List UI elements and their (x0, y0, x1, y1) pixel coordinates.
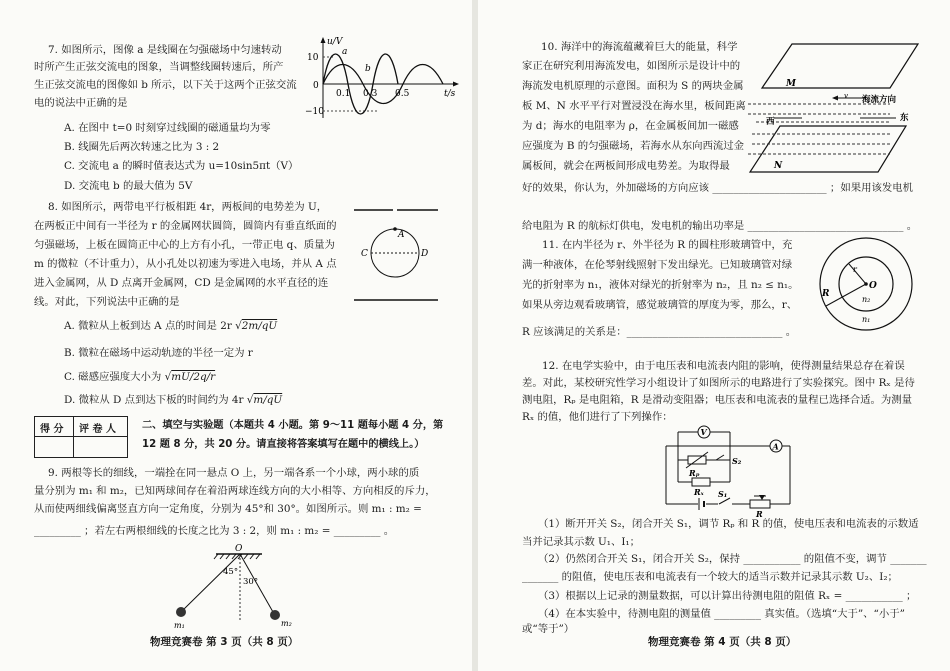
q7-option-b: B. 线圈先后两次转速之比为 3 : 2 (64, 141, 220, 153)
q11-line-1: 11. 在内半径为 r、外半径为 R 的圆柱形玻璃管中，充 (542, 239, 793, 251)
q10-line-7: 属板间，就会在两板间形成电势差。为取得最 (522, 160, 730, 172)
x-axis-label: t/s (444, 89, 456, 99)
q9-line-4: _________ ；若左右两根细线的长度之比为 3 : 2，则 m₁ : m₂ = _________ 。 (34, 525, 395, 537)
grade-box-row-divider (35, 436, 127, 437)
y-tick-neg10: −10 (305, 107, 324, 117)
q10-line-6: 应强度为 B 的匀强磁场，若海水从东向西流过金 (522, 140, 745, 152)
q12-line-2: 差。对此，某校研究性学习小组设计了如图所示的电路进行了实验探究。图中 Rₓ 是待 (522, 377, 915, 389)
o-label: O (869, 281, 877, 291)
q8-line-6: 线。对此，下列说法中正确的是 (34, 296, 180, 308)
q10-line-4: 板 M、N 水平平行对置浸没在海水里，板间距离 (522, 100, 746, 112)
q11-tube-figure (818, 236, 914, 332)
x-axis-arrow (453, 82, 459, 87)
flow-direction-label: 海流方向 (862, 95, 897, 105)
grade-box-col-divider (73, 417, 74, 457)
label-a: A (398, 230, 405, 240)
rheostat (750, 500, 770, 508)
label-n: N (774, 161, 783, 171)
n1-label: n₁ (862, 315, 871, 324)
q12-line-4: Rₓ 的值，他们进行了下列操作： (522, 411, 673, 423)
big-r-label: R (822, 289, 830, 299)
rheostat-slider-head (759, 495, 765, 500)
rp-label: Rₚ (689, 468, 700, 478)
ball-m2 (270, 610, 280, 620)
flow-arrow-head (832, 96, 838, 101)
q8-line-4: m 的微粒（不计重力），从小孔处以初速为零进入电场，并从 A 点 (34, 258, 337, 270)
q7-option-c: C. 交流电 a 的瞬时值表达式为 u=10sin5πt（V） (64, 160, 299, 172)
ceiling-hatch (214, 554, 218, 559)
section2-heading-line-2: 12 题 8 分，共 20 分。请直接将答案填写在题中的横线上。） (142, 439, 425, 450)
q11-line-2: 满一种液体，在伦琴射线照射下发出绿光。已知玻璃管对绿 (522, 259, 793, 271)
left-page-footer: 物理竞赛卷 第 3 页（共 8 页） (150, 636, 299, 648)
q12-line-3: 测电阻，Rₚ 是电阻箱，R 是滑动变阻器；电压表和电流表的量程已选择合适。为测量 (522, 394, 913, 406)
label-c: C (361, 249, 368, 259)
r-label: r (853, 265, 857, 274)
left-page (0, 0, 472, 671)
q9-figure (160, 540, 310, 632)
rx-label: Rₓ (694, 487, 704, 497)
q8-option-c-text: C. 磁感应强度大小为 (64, 371, 162, 383)
label-m: M (786, 79, 796, 89)
q8-option-b: B. 微粒在磁场中运动轨迹的半径一定为 r (64, 347, 253, 359)
right-page (478, 0, 950, 671)
q7-line-1: 7. 如图所示，图像 a 是线圈在匀强磁场中匀速转动 (48, 44, 282, 56)
y-axis-arrow (321, 37, 326, 43)
m1-label: m₁ (174, 621, 185, 630)
y-axis-label: u/V (327, 37, 343, 47)
q8-option-d: D. 微粒从 D 点到达下板的时间约为 4r √m/qU (64, 394, 283, 406)
ammeter-label: A (772, 441, 779, 452)
q7-line-3: 生正弦交流电的图像如 b 所示，以下关于这两个正弦交流 (34, 79, 297, 91)
n2-label: n₂ (862, 295, 871, 304)
q12-step2-line-2: _______ 的阻值，使电压表和电流表有一个较大的适当示数并记录其示数 U₂、I₂； (522, 571, 898, 583)
q10-line-3: 海流发电机原理的示意图。面积为 S 的两块金属 (522, 80, 744, 92)
ceiling-hatch (250, 554, 254, 559)
q8-option-d-radicand: m/qU (253, 394, 283, 406)
q8-line-1: 8. 如图所示，两带电平行板相距 4r，两板间的电势差为 U， (48, 201, 328, 213)
right-page-footer: 物理竞赛卷 第 4 页（共 8 页） (648, 636, 797, 648)
q12-circuit (658, 424, 794, 518)
q12-step1-line-2: 当并记录其示数 U₁、I₁； (522, 536, 641, 548)
q8-option-d-text: D. 微粒从 D 点到达下板的时间约为 4r (64, 394, 244, 406)
q9-line-2: 量分别为 m₁ 和 m₂，已知两球间存在着沿两球连线方向的大小相等、方向相反的斥力， (34, 485, 436, 497)
x-tick-0.5: 0.5 (395, 89, 410, 99)
q8-line-3: 匀强磁场，上板在圆筒正中心的上方有小孔，一带正电 q、质量为 (34, 239, 335, 251)
q10-line-2: 家正在研究利用海流发电，如图所示是设计中的 (522, 60, 741, 72)
section2-heading-line-1: 二、填空与实验题（本题共 4 小题。第 9～11 题每小题 4 分，第 (142, 420, 444, 431)
ball-m1 (176, 607, 186, 617)
resistor-box-rx (692, 478, 710, 486)
q7-option-a: A. 在图中 t=0 时刻穿过线圈的磁通量均为零 (64, 122, 271, 134)
switch-s2 (716, 455, 724, 460)
curve-b-label: b (365, 64, 371, 74)
q10-line-1: 10. 海洋中的海流蕴藏着巨大的能量，科学 (541, 41, 738, 53)
q8-option-a: A. 微粒从上板到达 A 点的时间是 2r √2m/qU (64, 320, 278, 332)
q10-line-5: 为 d；海水的电阻率为 ρ，在金属板间加一磁感 (522, 120, 739, 132)
voltmeter-label: V (700, 427, 707, 437)
label-d: D (421, 249, 429, 259)
y-tick-10: 10 (307, 53, 319, 63)
q8-line-2: 在两板正中间有一半径为 r 的金属网状圆筒，圆筒内有垂直纸面的 (34, 220, 337, 232)
q8-option-a-radicand: 2m/qU (241, 320, 278, 332)
angle-45-label: 45° (223, 567, 239, 577)
pivot-o-label: O (235, 544, 243, 554)
q11-line-3: 光的折射率为 n₁，液体对绿光的折射率为 n₂，且 n₂ ≤ n₁。 (522, 279, 799, 291)
q10-line-9: 给电阻为 R 的航标灯供电，发电机的输出功率是 ______________________________ 。 (522, 220, 918, 232)
y-tick-0: 0 (313, 81, 319, 91)
q11-line-4: 如果从旁边观看玻璃管，感觉玻璃管的厚度为零，那么，r、 (522, 299, 798, 311)
q8-option-a-text: A. 微粒从上板到达 A 点的时间是 2r (64, 320, 232, 332)
q10-generator-figure (740, 36, 920, 182)
s1-label: S₁ (718, 489, 728, 499)
m2-label: m₂ (281, 619, 292, 628)
x-tick-0.1: 0.1 (336, 89, 351, 99)
q12-step4-line-2: 或“等于”） (522, 623, 575, 635)
score-label: 得 分 (40, 424, 64, 435)
q9-line-3: 从而使两细线偏离竖直方向一定角度，分别为 45°和 30°。如图所示。则 m₁ : m₂ = (34, 503, 422, 515)
velocity-label: v (844, 92, 848, 100)
q7-line-2: 时所产生正弦交流电的图象，当调整线圈转速后，所产 (34, 61, 284, 73)
ceiling-hatch (220, 554, 224, 559)
q8-line-5: 进入金属网，从 D 点离开金属网，CD 是金属网的水平直径的连 (34, 277, 329, 289)
q12-step4-line-1: （4）在本实验中，待测电阻的测量值 _________ 真实值。（选填“大于”、“小于” (538, 608, 905, 620)
q12-step1-line-1: （1）断开开关 S₂，闭合开关 S₁，调节 Rₚ 和 R 的值，使电压表和电流表的示数适 (538, 518, 919, 530)
curve-a-label: a (342, 47, 348, 57)
ceiling-hatch (244, 554, 248, 559)
q9-line-1: 9. 两根等长的细线，一端拴在同一悬点 O 上，另一端各系一个小球，两小球的质 (48, 467, 420, 479)
string-1 (183, 554, 240, 610)
ceiling-hatch (226, 554, 230, 559)
q8-figure (352, 198, 440, 310)
s2-label: S₂ (732, 456, 742, 466)
q7-ac-graph (305, 34, 465, 122)
q8-option-c: C. 磁感应强度大小为 √mU/2q/r (64, 371, 216, 383)
inner-radius (849, 264, 866, 284)
q12-step2-line-1: （2）仍然闭合开关 S₁，闭合开关 S₂，保持 ___________ 的阻值不变，调节 _______ (538, 553, 927, 565)
angle-30-label: 30° (243, 577, 259, 587)
q12-line-1: 12. 在电学实验中，由于电压表和电流表内阻的影响，使得测量结果总存在着误 (542, 360, 905, 372)
east-label: 东 (900, 113, 909, 123)
q11-line-5: R 应该满足的关系是：______________________________ 。 (522, 326, 797, 338)
point-a (393, 227, 397, 231)
x-tick-0.3: 0.3 (363, 89, 378, 99)
q10-line-8: 好的效果，你认为，外加磁场的方向应该 ______________________ ；如果用该发电机 (522, 182, 914, 194)
q7-option-d: D. 交流电 b 的最大值为 5V (64, 180, 193, 192)
q7-line-4: 电的说法中正确的是 (34, 97, 128, 109)
west-label: 西 (766, 117, 775, 127)
rheostat-label: R (756, 509, 763, 518)
grade-box (34, 416, 128, 458)
ceiling-hatch (256, 554, 260, 559)
q8-option-c-radicand: mU/2q/r (171, 371, 216, 383)
q12-step3: （3）根据以上记录的测量数据，可以计算出待测电阻的阻值 Rₓ = ___________ ； (538, 590, 917, 602)
grader-label: 评 卷 人 (79, 424, 116, 435)
plate-hole (393, 208, 397, 212)
